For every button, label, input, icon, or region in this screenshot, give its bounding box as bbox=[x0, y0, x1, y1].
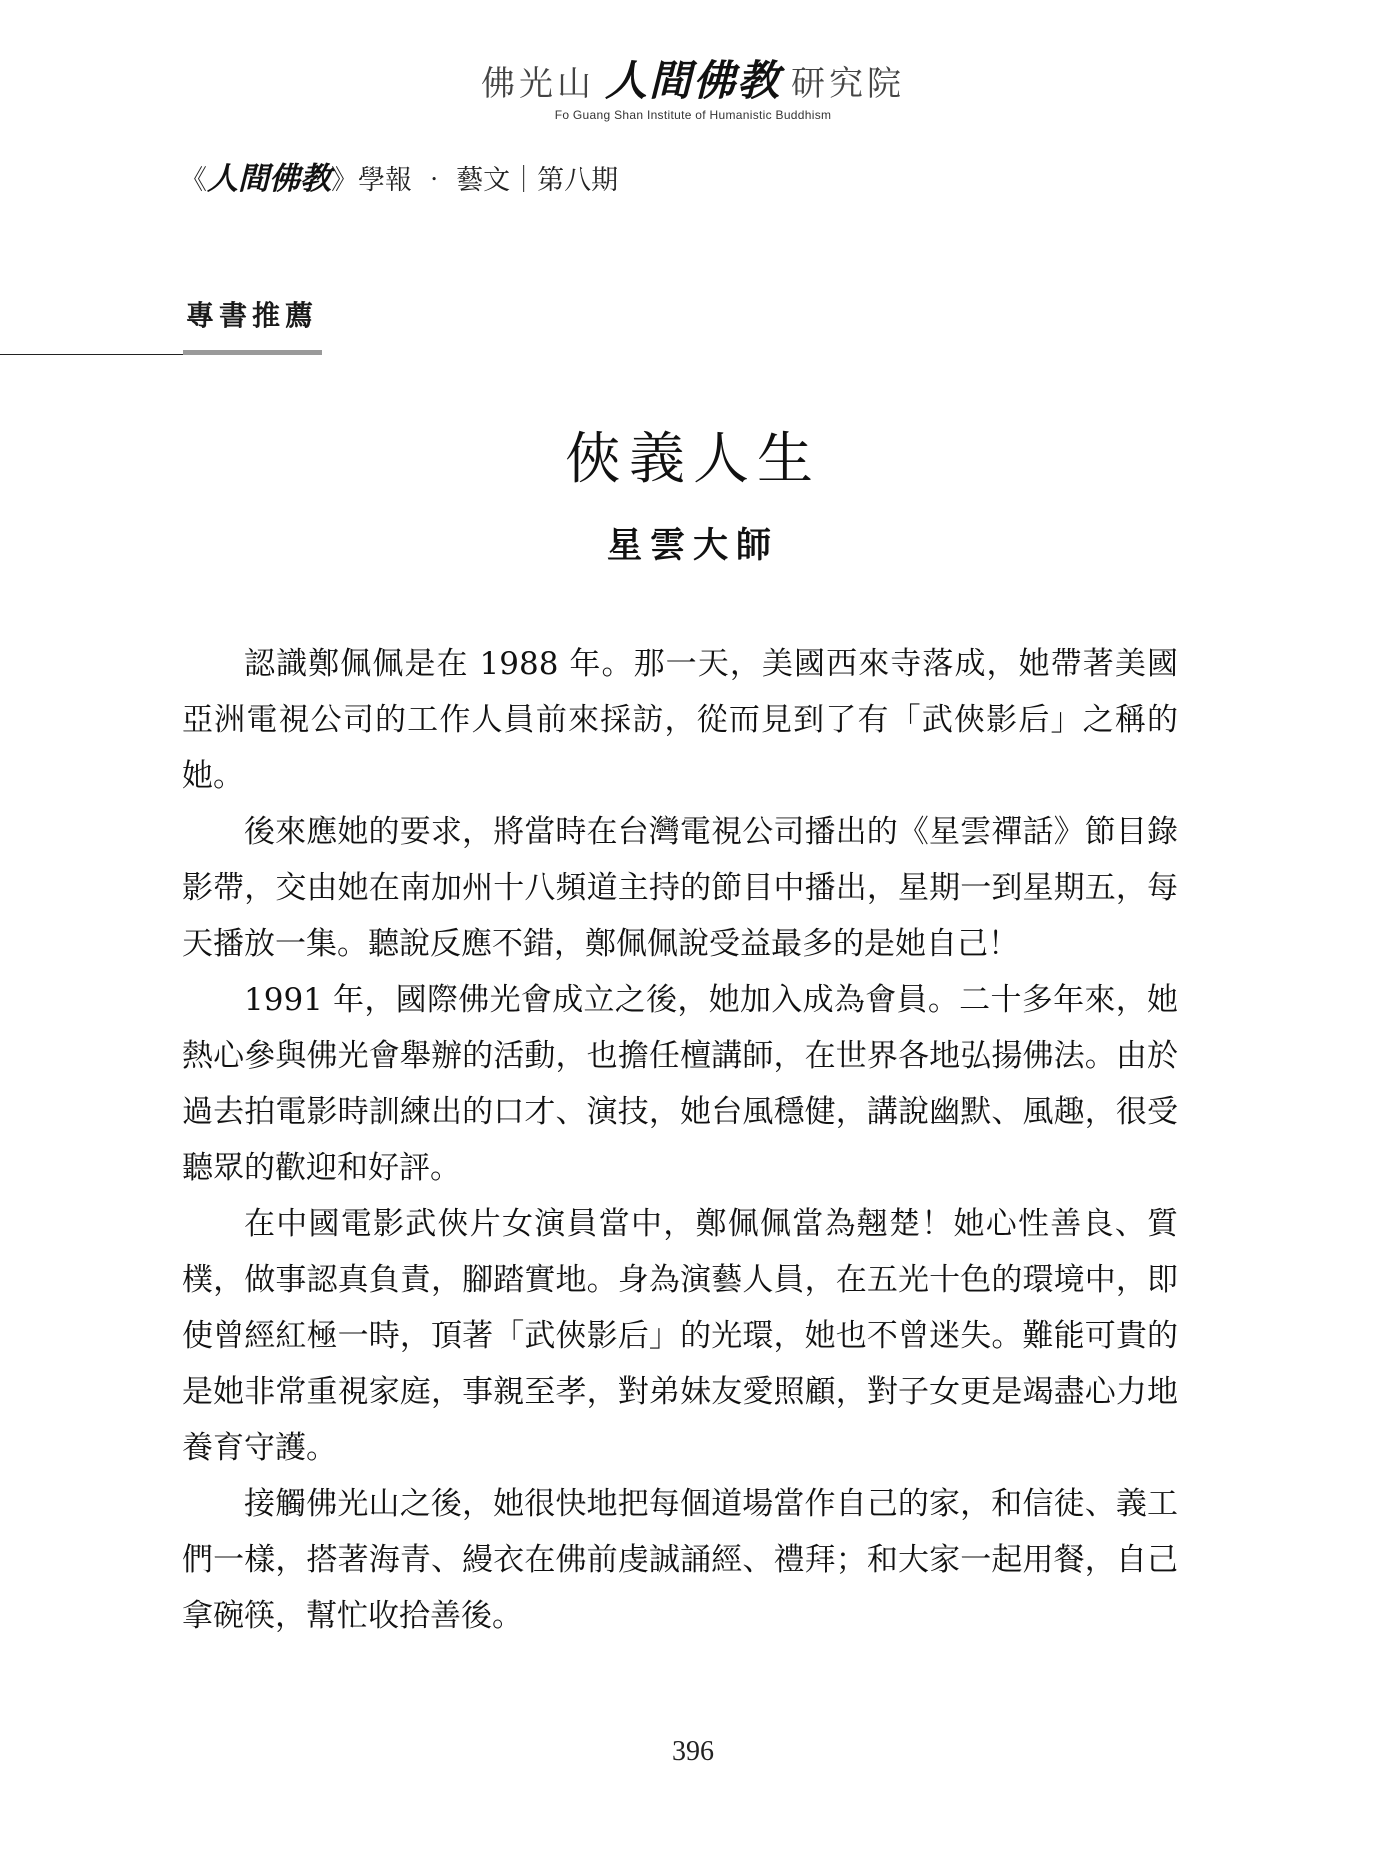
page-number: 396 bbox=[672, 1736, 714, 1767]
paragraph: 認識鄭佩佩是在 1988 年。那一天，美國西來寺落成，她帶著美國亞洲電視公司的工作人員前來採訪，從而見到了有「武俠影后」之稱的她。 bbox=[182, 646, 1178, 794]
section-label: 專書推薦 bbox=[186, 299, 319, 332]
journal-running-head bbox=[180, 161, 619, 197]
institute-name bbox=[0, 56, 1386, 105]
article-author: 星雲大師 bbox=[606, 525, 779, 566]
institute-suffix: 研究院 bbox=[791, 64, 905, 104]
journal-issue: 第八期 bbox=[537, 165, 619, 196]
journal-open-quote: 《 bbox=[180, 165, 207, 196]
section-rule-accent bbox=[183, 350, 322, 355]
journal-divider: ｜ bbox=[510, 165, 538, 196]
journal-dot: ‧ bbox=[412, 165, 457, 196]
journal-name: 學報 bbox=[358, 165, 412, 196]
article-body bbox=[182, 636, 1178, 1644]
paragraph: 1991 年，國際佛光會成立之後，她加入成為會員。二十多年來，她熱心參與佛光會舉辦的活動，也擔任檀講師，在世界各地弘揚佛法。由於過去拍電影時訓練出的口才、演技，她台風穩健，講說幽默、風趣，很受聽眾的歡迎和好評。 bbox=[182, 982, 1178, 1186]
paragraph: 接觸佛光山之後，她很快地把每個道場當作自己的家，和信徒、義工們一樣，搭著海青、縵衣在佛前虔誠誦經、禮拜；和大家一起用餐，自己拿碗筷，幫忙收拾善後。 bbox=[182, 1486, 1178, 1634]
journal-close-quote: 》 bbox=[331, 165, 358, 196]
institute-brand-logo: 人間佛教 bbox=[604, 56, 781, 105]
article-title: 俠義人生 bbox=[565, 427, 821, 492]
institute-header bbox=[0, 56, 1386, 122]
journal-section: 藝文 bbox=[456, 165, 511, 196]
institute-english-name: Fo Guang Shan Institute of Humanistic Buddhism bbox=[554, 108, 832, 122]
paragraph: 在中國電影武俠片女演員當中，鄭佩佩當為翹楚！她心性善良、質樸，做事認真負責，腳踏實地。身為演藝人員，在五光十色的環境中，即使曾經紅極一時，頂著「武俠影后」的光環，她也不曾迷失。難能可貴的是她非常重視家庭，事親至孝，對弟妹友愛照顧，對子女更是竭盡心力地養育守護。 bbox=[182, 1206, 1178, 1466]
institute-prefix: 佛光山 bbox=[480, 64, 595, 104]
paragraph: 後來應她的要求，將當時在台灣電視公司播出的《星雲禪話》節目錄影帶，交由她在南加州十八頻道主持的節目中播出，星期一到星期五，每天播放一集。聽說反應不錯，鄭佩佩說受益最多的是她自己！ bbox=[182, 814, 1178, 962]
journal-brand: 人間佛教 bbox=[207, 161, 331, 197]
